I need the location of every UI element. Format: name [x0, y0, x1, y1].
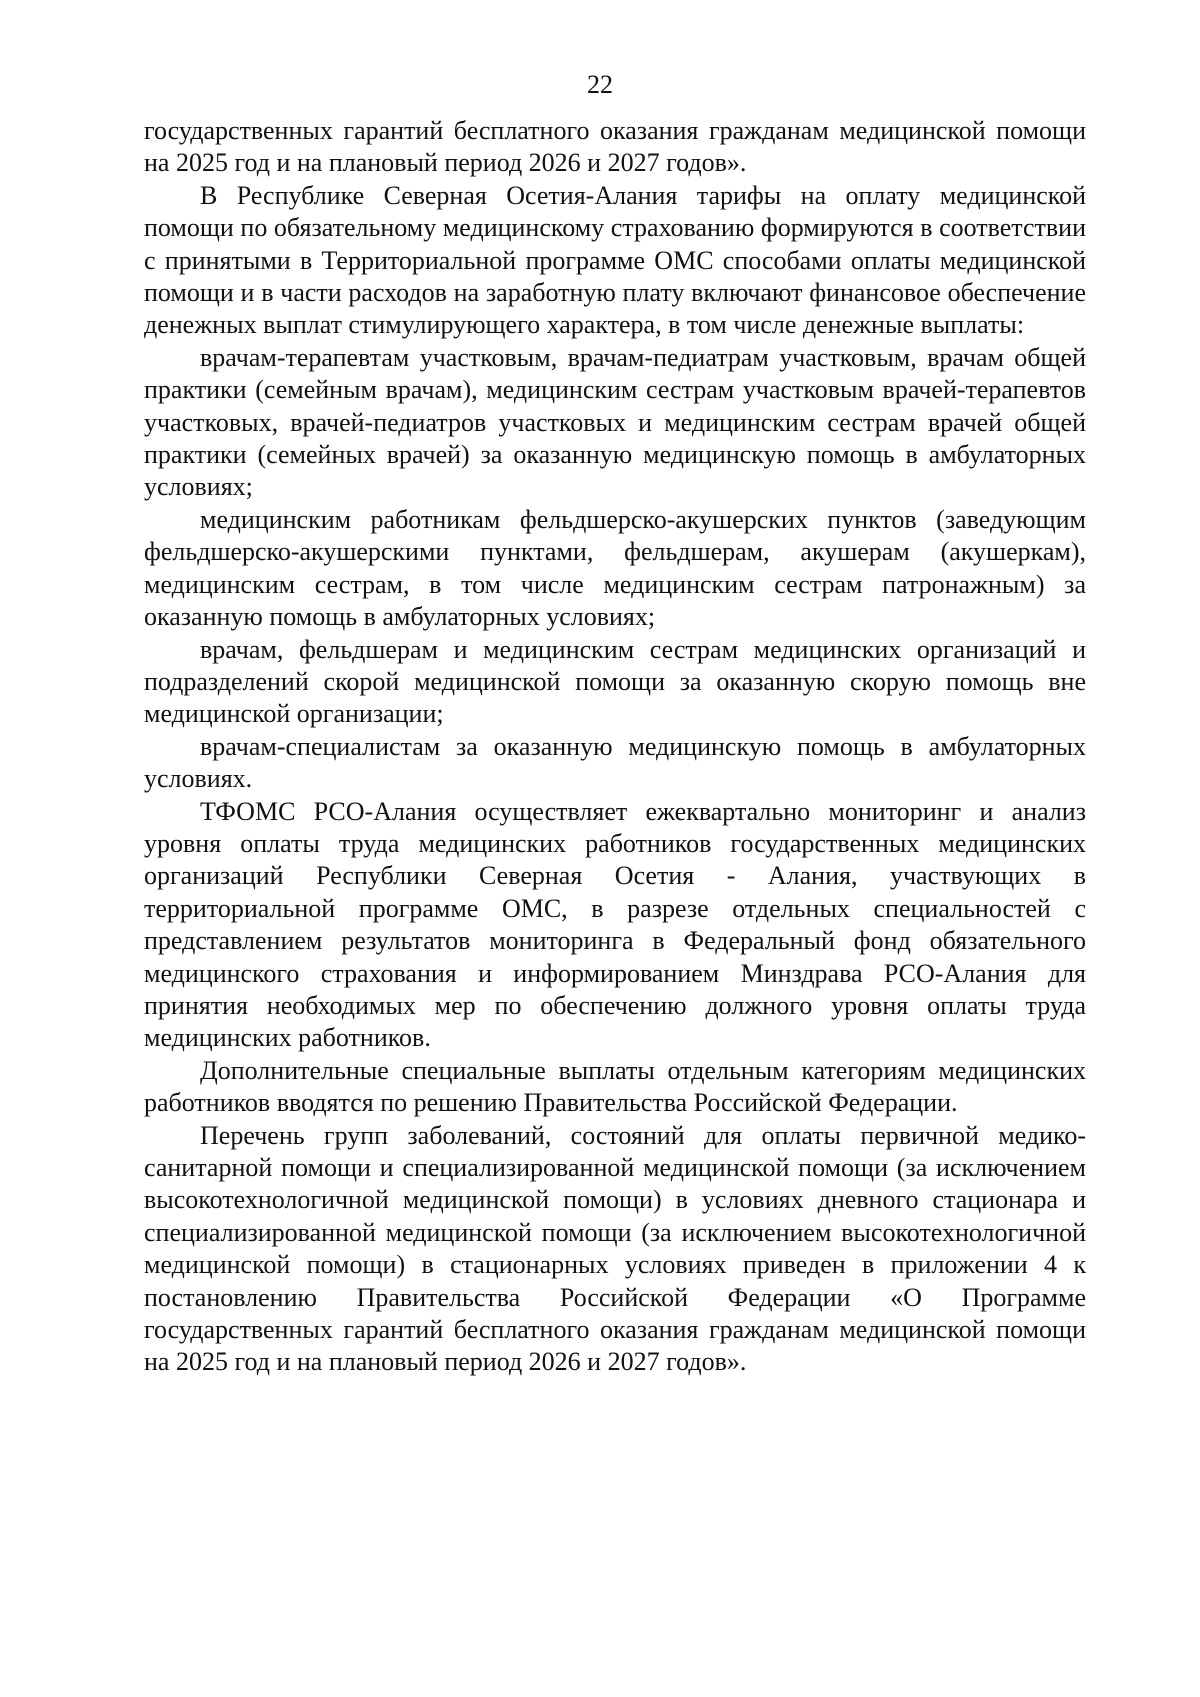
document-body: [144, 115, 1086, 1379]
paragraph-tariffs: В Республике Северная Осетия-Алания тарифы на оплату медицинской помощи по обязательному медицинскому страхованию формируются в соответствии с принятыми в Территориальной программе ОМС способами оплаты медицинской помощи и в части расходов на заработную плату включают финансовое обеспечение денежных выплат стимулирующего характера, в том числе денежные выплаты:: [144, 180, 1086, 340]
list-item-specialists: врачам-специалистам за оказанную медицинскую помощь в амбулаторных условиях.: [144, 731, 1086, 794]
paragraph-additional-payments: Дополнительные специальные выплаты отдельным категориям медицинских работников вводятся по решению Правительства Российской Федерации.: [144, 1055, 1086, 1118]
list-item-feldsher-stations: медицинским работникам фельдшерско-акушерских пунктов (заведующим фельдшерско-акушерскими пунктами, фельдшерам, акушерам (акушеркам), медицинским сестрам, в том числе медицинским сестрам патронажным) за оказанную помощь в амбулаторных условиях;: [144, 504, 1086, 632]
paragraph-disease-groups: Перечень групп заболеваний, состояний для оплаты первичной медико-санитарной помощи и специализированной медицинской помощи (за исключением высокотехнологичной медицинской помощи) в условиях дневного стационара и специализированной медицинской помощи (за исключением высокотехнологичной медицинской помощи) в стационарных условиях приведен в приложении 4 к постановлению Правительства Российской Федерации «О Программе государственных гарантий бесплатного оказания гражданам медицинской помощи на 2025 год и на плановый период 2026 и 2027 годов».: [144, 1120, 1086, 1377]
list-item-district-doctors: врачам-терапевтам участковым, врачам-педиатрам участковым, врачам общей практики (семейным врачам), медицинским сестрам участковым врачей-терапевтов участковых, врачей-педиатров участковых и медицинским сестрам врачей общей практики (семейных врачей) за оказанную медицинскую помощь в амбулаторных условиях;: [144, 342, 1086, 502]
page-number: 22: [587, 70, 613, 99]
paragraph-monitoring: ТФОМС РСО-Алания осуществляет ежеквартально мониторинг и анализ уровня оплаты труда медицинских работников государственных медицинских организаций Республики Северная Осетия - Алания, участвующих в территориальной программе ОМС, в разрезе отдельных специальностей с представлением результатов мониторинга в Федеральный фонд обязательного медицинского страхования и информированием Минздрава РСО-Алания для принятия необходимых мер по обеспечению должного уровня оплаты труда медицинских работников.: [144, 796, 1086, 1053]
list-item-ambulance-staff: врачам, фельдшерам и медицинским сестрам медицинских организаций и подразделений скорой медицинской помощи за оказанную скорую помощь вне медицинской организации;: [144, 634, 1086, 729]
paragraph-continuation: государственных гарантий бесплатного оказания гражданам медицинской помощи на 2025 год и на плановый период 2026 и 2027 годов».: [144, 116, 1086, 178]
